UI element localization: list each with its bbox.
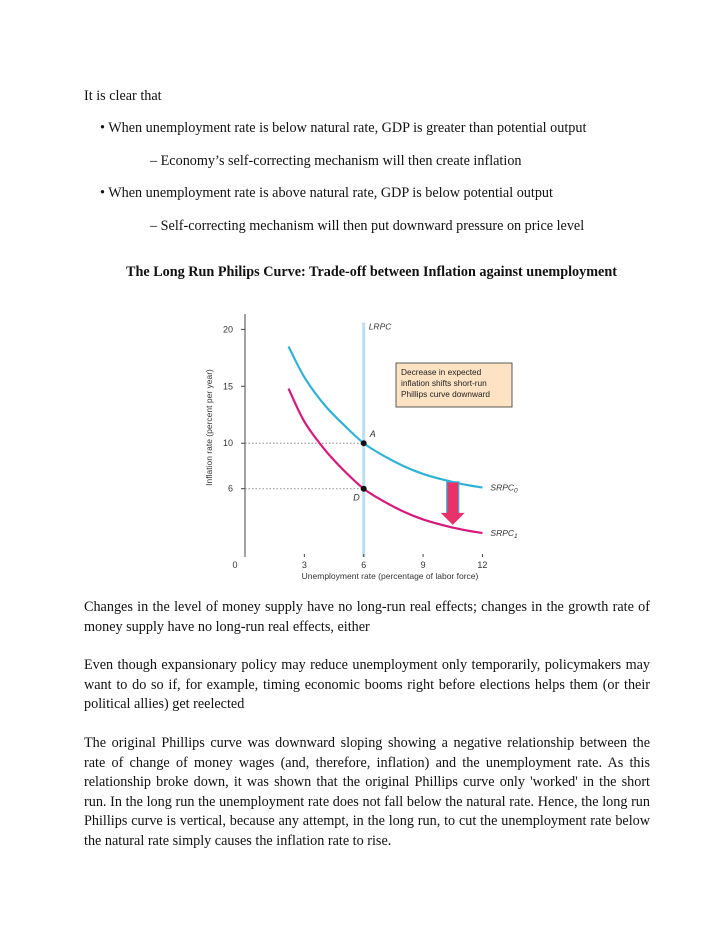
paragraph-3: The original Phillips curve was downward sloping showing a negative relationship between the rate of change of money wages (and, therefore, inflation) and the unemployment rate. As this relationship broke down, it was shown that the original Phillips curve only 'worked' in the short run. In the long run the unemployment rate does not fall below the natural rate. Hence, the long run Phillips curve is vertical, because any attempt, in the long run, to cut the unemployment rate below the natural rate simply causes the inflation rate to rise.	[84, 735, 650, 849]
series-label-srpc0: $SRPC_0$	[490, 482, 518, 495]
annotation-line-2: inflation shifts short-run	[401, 378, 487, 388]
x-tick-label-0: 0	[232, 560, 238, 570]
x-tick-label-12: 12	[477, 560, 488, 570]
bullet-2-sub: – Self-correcting mechanism will then put downward pressure on price level	[150, 218, 585, 234]
x-axis-label: Unemployment rate (percentage of labor force)	[301, 571, 479, 581]
lrpc-label: LRPC	[368, 321, 392, 332]
y-tick-label-15: 15	[222, 381, 233, 392]
shift-arrow-head	[441, 513, 465, 525]
bullet-2: • When unemployment rate is above natural rate, GDP is below potential output	[100, 185, 553, 201]
figure-title: The Long Run Philips Curve: Trade-off between Inflation against unemployment	[126, 264, 617, 280]
paragraph-2: Even though expansionary policy may reduce unemployment only temporarily, policymakers may want to do so if, for example, timing economic booms right before elections helps them (or their political allies) get reelected	[84, 657, 650, 712]
y-axis-label: Inflation rate (percent per year)	[204, 369, 214, 486]
paragraph-1: Changes in the level of money supply have no long-run real effects; changes in the growth rate of money supply have no long-run real effects, either	[84, 599, 650, 635]
bullet-1: • When unemployment rate is below natural rate, GDP is greater than potential output	[100, 120, 587, 136]
bullet-1-sub: – Economy’s self-correcting mechanism will then create inflation	[150, 153, 522, 169]
intro-text: It is clear that	[84, 88, 162, 104]
annotation-line-3: Phillips curve downward	[401, 389, 491, 399]
y-tick-label-20: 20	[222, 324, 233, 335]
point-label-a: A	[369, 429, 376, 440]
point-label-d: D	[353, 492, 360, 503]
point-a	[361, 440, 367, 446]
annotation-line-1: Decrease in expected	[401, 367, 482, 377]
x-tick-label-6: 6	[361, 560, 367, 570]
series-label-srpc1: $SRPC_1$	[490, 528, 518, 541]
y-tick-label-6: 6	[227, 483, 233, 494]
shift-arrow-shaft	[447, 482, 459, 514]
x-tick-label-3: 3	[301, 560, 307, 570]
point-d	[361, 486, 367, 492]
x-tick-label-9: 9	[420, 560, 426, 570]
y-tick-label-10: 10	[222, 438, 233, 449]
phillips-curve-chart	[200, 300, 530, 590]
